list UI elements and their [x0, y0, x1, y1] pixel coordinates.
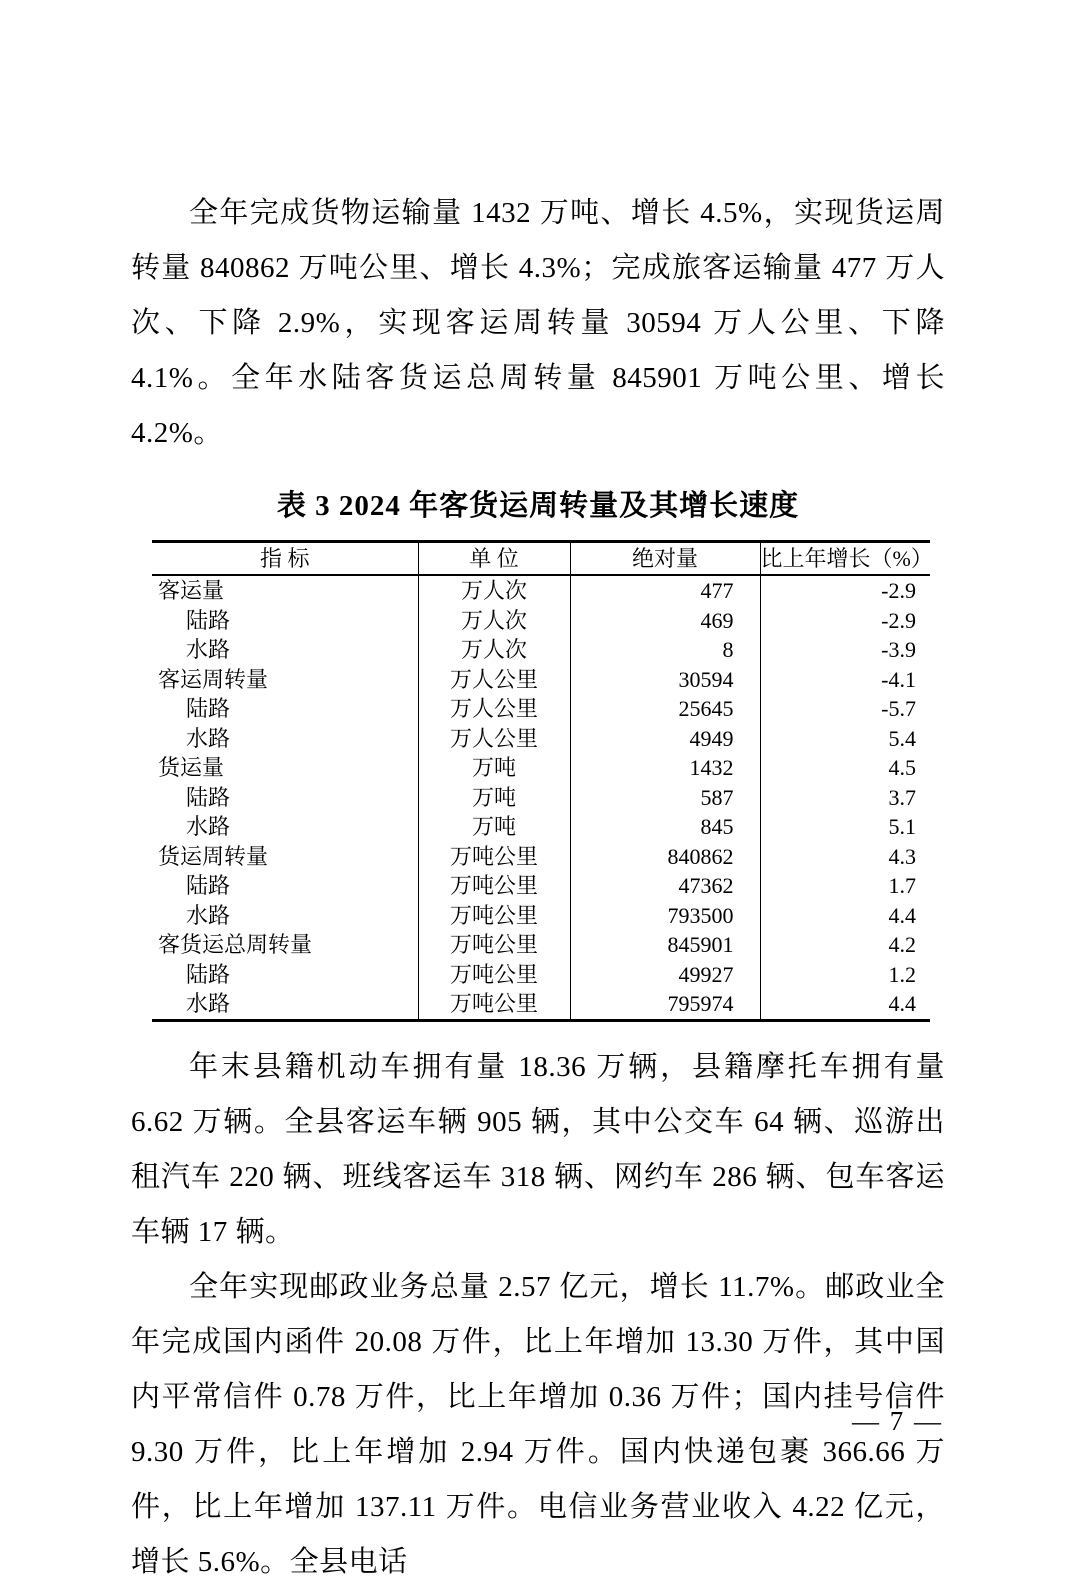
growth-cell: 5.1: [888, 814, 916, 839]
indicator-cell: 货运周转量: [152, 842, 418, 872]
table-row: [152, 694, 930, 724]
header-growth: 比上年增长（%）: [760, 546, 933, 571]
indicator-cell: 水路: [152, 901, 418, 931]
table-row: [152, 901, 930, 931]
table-row: [152, 575, 930, 606]
unit-cell: 万吨: [418, 753, 570, 783]
table-title: 表 3 2024 年客货运周转量及其增长速度: [276, 490, 800, 522]
unit-cell: 万人公里: [418, 665, 570, 695]
unit-cell: 万人公里: [418, 724, 570, 754]
indicator-cell: 水路: [152, 812, 418, 842]
table-row: [152, 812, 930, 842]
unit-cell: 万人次: [418, 635, 570, 665]
growth-cell: -3.9: [881, 637, 916, 662]
paragraph-postal: 全年实现邮政业务总量 2.57 亿元，增长 11.7%。邮政业全年完成国内函件 20.08 万件，比上年增加 13.30 万件，其中国内平常信件 0.78 万件，比上年增加 0.36 万件；国内挂号信件 9.30 万件，比上年增加 2.94 万件。国内快递包裹 366.66 万件，比上年增加 137.11 万件。电信业务营业收入 4.22 亿元，增长 5.6%。全县电话: [131, 1270, 945, 1578]
paragraph-vehicles: 年末县籍机动车拥有量 18.36 万辆，县籍摩托车拥有量 6.62 万辆。全县客运车辆 905 辆，其中公交车 64 辆、巡游出租汽车 220 辆、班线客运车 318 辆、网约车 286 辆、包车客运车辆 17 辆。: [131, 1050, 945, 1248]
paragraph-freight-summary: 全年完成货物运输量 1432 万吨、增长 4.5%，实现货运周转量 840862 万吨公里、增长 4.3%；完成旅客运输量 477 万人次、下降 2.9%，实现客运周转量 30594 万人公里、下降 4.1%。全年水陆客货运总周转量 845901 万吨公里、增长 4.2%。: [131, 197, 945, 449]
value-cell: 469: [570, 606, 760, 636]
growth-cell: -2.9: [881, 578, 916, 603]
growth-cell: 5.4: [888, 725, 916, 751]
table-row: [152, 960, 930, 990]
turnover-table: [152, 540, 933, 1022]
growth-cell: -4.1: [881, 666, 916, 692]
growth-cell: 1.2: [888, 961, 916, 987]
value-cell: 793500: [570, 901, 760, 931]
value-cell: 4949: [570, 724, 760, 754]
indicator-cell: 客货运总周转量: [152, 930, 418, 960]
growth-cell: 4.2: [888, 932, 916, 957]
indicator-cell: 客运量: [152, 575, 418, 606]
growth-cell: 4.4: [888, 991, 916, 1016]
table-row: [152, 783, 930, 813]
indicator-cell: 货运量: [152, 753, 418, 783]
unit-cell: 万人次: [418, 575, 570, 606]
header-indicator: 指 标: [152, 542, 418, 576]
indicator-cell: 陆路: [152, 960, 418, 990]
indicator-cell: 水路: [152, 635, 418, 665]
table-header-row: [152, 542, 930, 576]
value-cell: 840862: [570, 842, 760, 872]
unit-cell: 万吨公里: [418, 960, 570, 990]
value-cell: 30594: [570, 665, 760, 695]
table-row: [152, 842, 930, 872]
indicator-cell: 客运周转量: [152, 665, 418, 695]
value-cell: 47362: [570, 871, 760, 901]
growth-cell: 4.5: [888, 755, 916, 780]
header-value: 绝对量: [570, 542, 760, 576]
document-page: [131, 0, 945, 1578]
value-cell: 845: [570, 812, 760, 842]
table-row: [152, 665, 930, 695]
value-cell: 845901: [570, 930, 760, 960]
growth-cell: 4.4: [888, 902, 916, 928]
growth-cell: 1.7: [888, 873, 916, 898]
growth-cell: 3.7: [888, 784, 916, 810]
value-cell: 1432: [570, 753, 760, 783]
unit-cell: 万吨公里: [418, 930, 570, 960]
value-cell: 49927: [570, 960, 760, 990]
value-cell: 8: [570, 635, 760, 665]
table-row: [152, 930, 930, 960]
unit-cell: 万吨公里: [418, 989, 570, 1020]
value-cell: 587: [570, 783, 760, 813]
unit-cell: 万吨: [418, 783, 570, 813]
growth-cell: 4.3: [888, 843, 916, 869]
growth-cell: -2.9: [881, 607, 916, 633]
table-row: [152, 724, 930, 754]
unit-cell: 万吨公里: [418, 842, 570, 872]
unit-cell: 万吨: [418, 812, 570, 842]
indicator-cell: 陆路: [152, 783, 418, 813]
header-unit: 单 位: [418, 542, 570, 576]
table-row: [152, 753, 930, 783]
page-number: — 7 —: [852, 1406, 943, 1436]
indicator-cell: 水路: [152, 724, 418, 754]
table-row: [152, 606, 930, 636]
value-cell: 795974: [570, 989, 760, 1020]
indicator-cell: 陆路: [152, 606, 418, 636]
indicator-cell: 水路: [152, 989, 418, 1020]
table-row: [152, 989, 930, 1020]
growth-cell: -5.7: [881, 696, 916, 721]
indicator-cell: 陆路: [152, 871, 418, 901]
value-cell: 25645: [570, 694, 760, 724]
value-cell: 477: [570, 575, 760, 606]
unit-cell: 万吨公里: [418, 871, 570, 901]
indicator-cell: 陆路: [152, 694, 418, 724]
unit-cell: 万人公里: [418, 694, 570, 724]
unit-cell: 万人次: [418, 606, 570, 636]
unit-cell: 万吨公里: [418, 901, 570, 931]
table-row: [152, 635, 930, 665]
table-row: [152, 871, 930, 901]
